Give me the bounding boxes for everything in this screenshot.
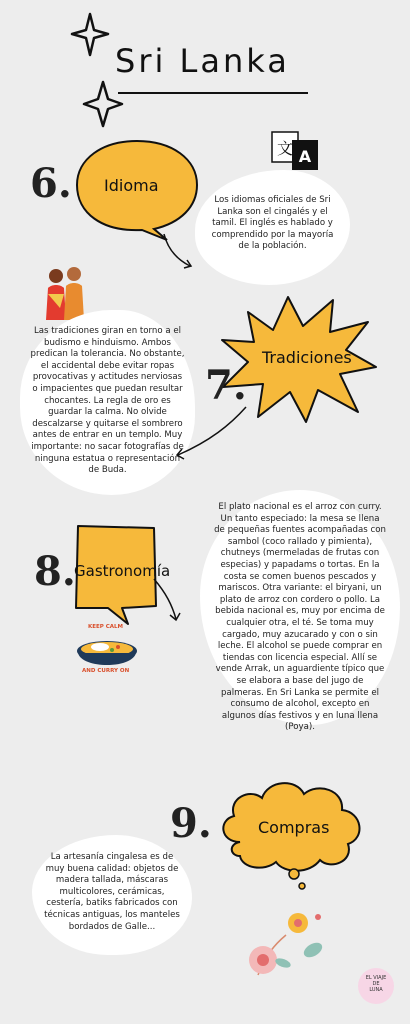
- keep-calm-badge: KEEP CALM: [88, 624, 123, 630]
- page-title: Sri Lanka: [115, 42, 290, 80]
- title-underline: [118, 92, 308, 94]
- section-number: 6.: [30, 160, 72, 207]
- svg-text:文: 文: [276, 139, 294, 158]
- section-label-gastronomia: Gastronomía: [74, 562, 171, 580]
- couple-icon: [38, 264, 92, 320]
- section-number: 7.: [205, 362, 247, 409]
- sparkle-star-icon: [82, 80, 124, 128]
- section-label-compras: Compras: [258, 818, 330, 837]
- curry-on-badge: AND CURRY ON: [82, 668, 130, 674]
- section-number: 8.: [34, 548, 76, 595]
- section-label-idioma: Idioma: [104, 176, 159, 195]
- translate-icon: [270, 128, 322, 176]
- curved-arrow-icon: [160, 232, 200, 272]
- curved-arrow-icon: [170, 405, 250, 465]
- section-text-compras: La artesanía cingalesa es de muy buena calidad: objetos de madera tallada, máscaras multicolores, cerámicas, cestería, batiks fabricados con técnicas antiguas, los manteles bordados de Galle...: [44, 852, 180, 932]
- logo-line: DE: [372, 981, 380, 987]
- logo: [358, 968, 394, 1004]
- logo-line: LUNA: [369, 987, 383, 993]
- flowers-icon: [238, 905, 328, 985]
- svg-text:A: A: [298, 147, 312, 166]
- logo-line: EL VIAJE: [365, 975, 387, 981]
- sparkle-star-icon: [70, 12, 110, 57]
- section-label-tradiciones: Tradiciones: [262, 348, 352, 367]
- curved-arrow-icon: [150, 575, 186, 625]
- section-text-tradiciones: Las tradiciones giran en torno a el budismo e hinduismo. Ambos predican la tolerancia. No obstante, el accidental debe evitar ropas provocativas y actitudes nerviosas o impacientes que puedan resultar chocantes. La regla de oro es guardar la calma. No olvide descalzarse y quitarse el sombrero antes de entrar en un templo. Muy importante: no sacar fotografías de ninguna estatua o representación de Buda.: [30, 326, 185, 476]
- section-text-idioma: Los idiomas oficiales de Sri Lanka son el cingalés y el tamil. El inglés es hablado y comprendido por la mayoría de la población.: [211, 195, 334, 252]
- section-number: 9.: [170, 800, 212, 847]
- section-text-gastronomia: El plato nacional es el arroz con curry. Un tanto especiado: la mesa se llena de pequeñas fuentes acompañadas con sambol (coco rallado y pimienta), chutneys (mermeladas de frutas con especias) y papadams o tortas. En la costa se comen buenos pescados y mariscos. Otra variante: el biryani, un plato de arroz con cordero o pollo. La bebida nacional es, muy por encima de cualquier otra, el té. Se toma muy cargado, muy azucarado y con o sin leche. El alcohol se puede comprar en tiendas con licencia especial. Allí se vende Arrak, un aguardiente típico que se elabora a base del jugo de palmeras. En Sri Lanka se permite el consumo de alcohol, excepto en algunos días festivos y en luna llena (Poya).: [214, 502, 386, 733]
